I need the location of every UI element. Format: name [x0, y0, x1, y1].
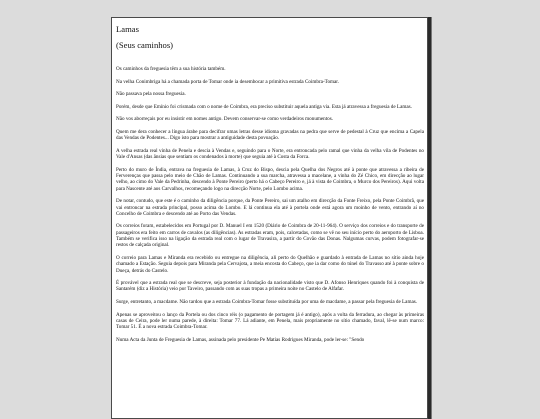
paragraph: De notar, contudo, que este é o caminho da diligência porque, da Ponte Pereiro, sai um atalho em direcção da Fonte Freixo, pela Ponte Coimbrã, que vai entroncar na estrada principal, posso acima do Lombo. E lá continua ela até à portela onde está agora um moinho de vento, entrando aí no Concelho de Coimbra e descendo até ao Porto das Vendas. — [116, 198, 424, 217]
paragraph: Na velha Conimbriga há a chamada porta de Tomar onde ia desembocar a primitiva estrada Coimbra-Tomar. — [116, 78, 340, 85]
page-title: Lamas — [116, 24, 139, 34]
paragraph: Os caminhos da freguesia têm a sua história também. — [116, 66, 226, 72]
paragraph: É provável que a estrada real que se descreve, seja posterior à fundação da nacionalidade visto que D. Afonso Henriques quando foi à conquista de Santarém (diz a História) veio por Taveiro, passando com as suas tropas a primeira noite no Castelo de Alfafar. — [116, 280, 424, 293]
paragraph: Quem me dera conhecer a língua árabe para decifrar umas letras desse idioma gravadas na pedra que serve de pedestal à Cruz que encima a Capela das Vendas de Podentes... Digo isto para mostrar a antiguidade desta povoação. — [116, 128, 424, 142]
paragraph: A velha estrada real vinha de Penela e descia à Vendas e, seguindo para o Norte, era entroncada pelo ramal que vinha da velha vila de Podentes no Vale d'Ansas (das ânsias que sentiam os condenados à morte) que seguia até à Costa da Forca. — [116, 147, 424, 161]
page-subtitle: (Seus caminhos) — [116, 40, 174, 50]
paragraph: Os correios foram, estabelecidos em Portugal por D. Manuel I em 1520 (Diário de Coimbra de 20-11-964). O serviço dos correios e do transporte de passageiros era feito em carros de cavalos (as diligências). As estradas eram, pois, calcetadas, como se vê no seu início perto do aeroporto de Lisboa. Também se verifica isso na ligação da estrada real com o lugar de Travasira, a partir do Covão das Donas. Nalgumas curvas, podem fotografar-se restos de calçada original. — [116, 223, 424, 249]
paragraph: Não vos aborreçais por eu insistir em nomes antigo. Devem conservar-se como verdadeiros monumentos. — [116, 116, 334, 123]
paragraph: O correio para Lamas e Miranda era recebido ou entregue na diligência, ali perto do Quelhão e guardado à entrada de Lamas no sítio ainda hoje chamado a Estação. Seguia depois para Miranda pela Cervajota, a meia encosta do Cabeço, que ia dar como do túnel do Travasso até à ponte sobre o Dueça, detrás do Castelo. — [116, 254, 424, 274]
paragraph: Apenas se aproveitou o lanço da Portela ou dos cinco réis (o pagamento de portagem já é antigo), após a volta da ferradura, ao chegar às primeiras casas de Ceira, pode ler numa parede, à direita: Tomar 77. Lá adiante, em Penela, mais propriamente no sítio chamado, faval, lê-se num marco: Tomar 51. É a nova estrada Coimbra-Tomar. — [116, 311, 424, 331]
paragraph: Perto do muro de Índia, entrava na freguesia de Lamas, à Cruz do Bispo, descia pela Quelha dos Negros até à ponte que atravessa a ribeira de Ferverenças que passa pelo meio de Chão de Lamas. Continuando a sua marcha, atravessa a macelane, a vinha do Zé Chico, em direcção ao lugar velho, ao cimo do Vale da Pedrinha, descendo à Ponte Pereiro (perto há o Cabeço Pereiro e, já à vista de Coimbra, o Murco dos Pereiros). Aqui volta para Nascente até aos Carvalhos, recomeçando logo na direcção Norte, pelo Lombo acima. — [116, 166, 424, 192]
document-content — [112, 18, 427, 343]
paragraph: Surge, entretanto, a macdame. Não tardou que a estrada Coimbra-Tomar fosse substituída por uma de macdame, a passar pela freguesia de Lamas. — [116, 298, 418, 305]
document-page — [111, 17, 428, 419]
paragraph: Não passava pela nossa freguesia. — [116, 91, 186, 98]
paragraph: Porém, desde que Emínio foi crismada com o nome de Coimbra, era preciso substituir aquela antiga via. Esta já atravessa a freguesia de Lamas. — [116, 103, 412, 110]
paragraph: Numa Acta da Junta de Freguesia de Lamas, assinada pelo presidente Pe Matias Rodrigues Miranda, pode ler-se: "Sendo — [116, 336, 365, 343]
